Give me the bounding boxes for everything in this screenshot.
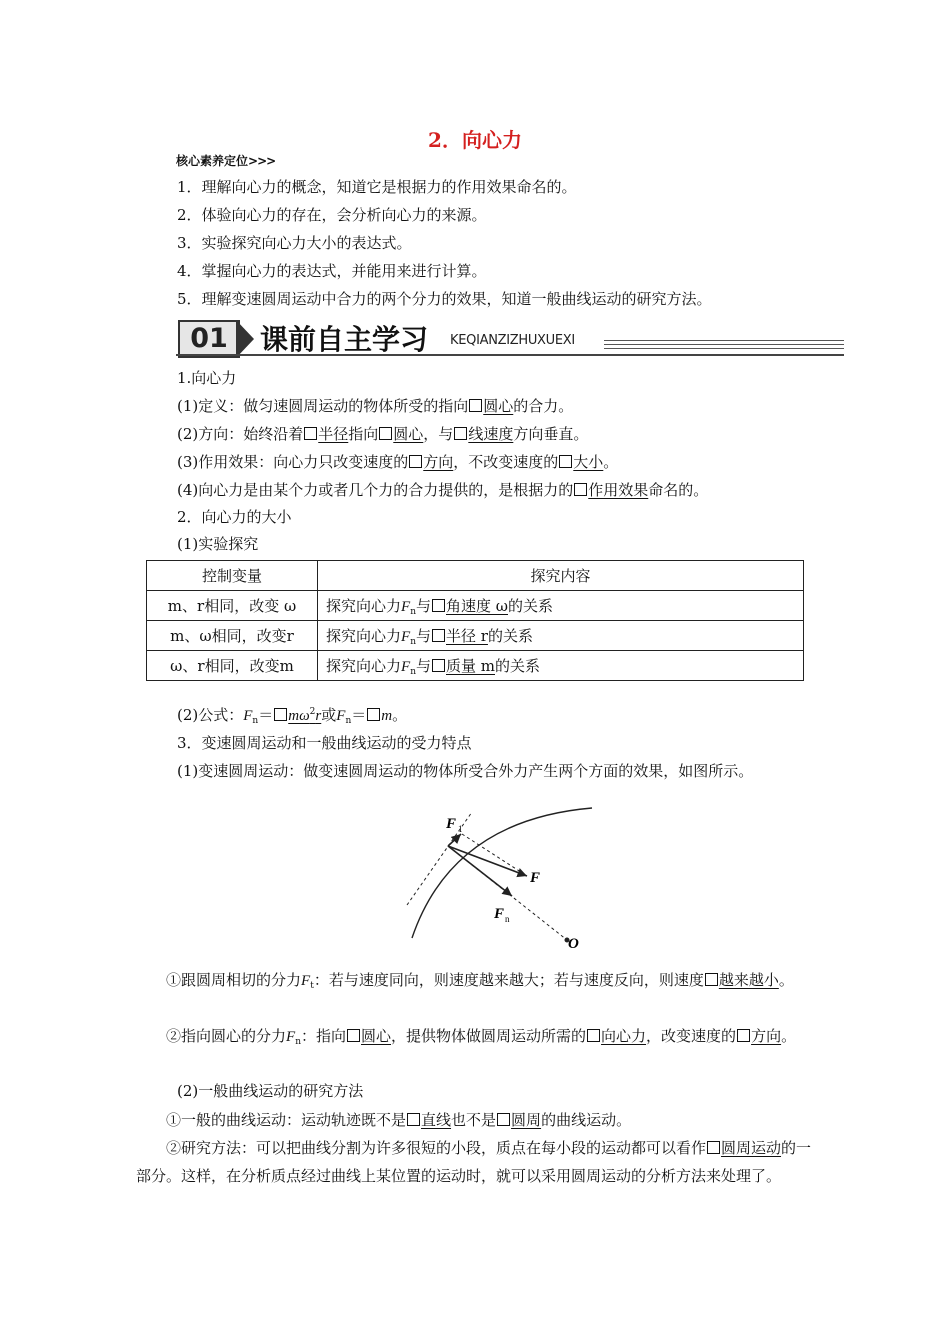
text: 。 [781,1027,797,1045]
answer-blank [453,425,513,443]
answer-text: 半径 r [446,626,488,645]
answer-blank [468,397,513,415]
answer-text: mω [288,708,310,724]
subheading: (2)一般曲线运动的研究方法 [177,1082,364,1100]
f1-vector [448,834,461,846]
blank-box-icon [274,708,287,721]
section-heading: 2．向心力的大小 [177,508,292,526]
fn-vector [448,846,512,896]
answer-blank [704,971,779,989]
text: (2)公式： [177,706,244,724]
normal-paragraph [136,1022,816,1056]
text: ，不改变速度的 [453,453,559,471]
core-item: 1．理解向心力的概念，知道它是根据力的作用效果命名的。 [177,178,577,196]
direction-line [177,423,588,444]
table-row [147,651,804,681]
text: (4)向心力是由某个力或者几个力的合力提供的，是根据力的 [177,481,574,499]
answer-blank [303,425,348,443]
label-f1-sub: 1 [458,824,463,834]
text: ②指向圆心的分力 [166,1027,287,1045]
core-label-text: 核心素养定位 [176,154,249,168]
table-cell-content [318,651,804,681]
text: ①跟圆周相切的分力 [166,971,302,989]
answer-text: 方向 [751,1027,782,1045]
text: ，提供物体做圆周运动所需的 [391,1027,587,1045]
subscript: n [252,716,259,726]
text: 的关系 [508,596,554,615]
subscript: t [310,981,314,991]
text: 命名的。 [648,481,709,499]
text: 的关系 [495,656,541,675]
text: 探究向心力 [326,656,402,675]
answer-blank [273,706,321,724]
subscript: n [410,636,416,647]
text: ＝ [351,706,367,724]
answer-blank [346,1027,391,1045]
blank-box-icon [432,629,445,642]
table-cell-condition: m、ω相同，改变r [147,621,318,651]
banner-underline [176,354,844,356]
text: ＝ [258,706,274,724]
force-decomposition-figure [392,790,622,960]
answer-blank [496,1111,541,1129]
blank-box-icon [737,1029,750,1042]
table-cell-condition: ω、r相同，改变m [147,651,318,681]
text: ：若与速度同向，则速度越来越大；若与速度反向，则速度 [313,971,704,989]
var: F [336,708,346,724]
text: 。 [778,971,794,989]
core-item: 4．掌握向心力的表达式，并能用来进行计算。 [177,262,487,280]
text: 的一部分。这样，在分析质点经过曲线上某位置的运动时，就可以采用圆周运动的分析方法来处理了。 [136,1139,812,1185]
core-item: 3．实验探究向心力大小的表达式。 [177,234,412,252]
answer-blank [366,706,392,724]
table-header: 探究内容 [318,561,804,591]
subheading: (1)实验探究 [177,535,259,553]
text: 与 [415,656,431,675]
answer-text: 圆周运动 [721,1139,782,1157]
text: 的关系 [487,626,533,645]
banner-arrow-icon [236,320,254,358]
table-header: 控制变量 [147,561,318,591]
answer-text: 半径 [318,425,349,443]
tangential-paragraph [136,966,816,1000]
source-line [177,479,708,500]
blank-box-icon [304,427,317,440]
table-cell-condition: m、r相同，改变 ω [147,591,318,621]
text: 探究向心力 [326,626,402,645]
blank-box-icon [367,708,380,721]
var: F [401,628,411,645]
answer-text: 质量 m [446,656,495,675]
blank-box-icon [705,973,718,986]
blank-box-icon [347,1029,360,1042]
answer-text: r [315,708,322,724]
answer-blank [378,425,423,443]
experiment-table [146,560,804,681]
answer-text: 大小 [573,453,604,471]
text: 指向 [348,425,379,443]
text: ：指向 [300,1027,346,1045]
subscript: n [295,1037,301,1047]
blank-box-icon [432,659,445,672]
text: (2)方向：始终沿着 [177,425,304,443]
answer-text: 圆心 [361,1027,392,1045]
blank-box-icon [407,1113,420,1126]
blank-box-icon [559,455,572,468]
text: 或 [321,706,337,724]
page-title: 2．向心力 [428,128,522,152]
answer-blank [431,627,488,645]
answer-blank [558,453,603,471]
section-banner [176,318,844,358]
answer-text: 圆心 [483,397,514,415]
section-number: 01 [178,320,240,358]
banner-rule [604,340,844,341]
text: 。 [392,706,408,724]
answer-text: 圆周 [511,1111,542,1129]
formula-line [177,704,407,726]
answer-text: 直线 [421,1111,452,1129]
blank-box-icon [587,1029,600,1042]
answer-blank [431,657,495,675]
subscript: n [410,606,416,617]
blank-box-icon [454,427,467,440]
var: F [401,598,411,615]
answer-blank [706,1139,781,1157]
banner-rule [604,344,844,345]
var: F [286,1029,296,1045]
blank-box-icon [379,427,392,440]
table-header-row [147,561,804,591]
blank-box-icon [432,599,445,612]
label-o: O [568,936,579,952]
text: 探究向心力 [326,596,402,615]
text: (1)定义：做匀速圆周运动的物体所受的指向 [177,397,469,415]
label-fn: F [494,906,505,922]
text: ①一般的曲线运动：运动轨迹既不是 [166,1111,407,1129]
subscript: n [345,716,352,726]
method-paragraph [136,1134,816,1190]
answer-blank [406,1111,451,1129]
effect-line [177,451,618,472]
table-cell-content [318,621,804,651]
answer-text: 向心力 [601,1027,647,1045]
var: F [243,708,253,724]
core-item: 2．体验向心力的存在，会分析向心力的来源。 [177,206,487,224]
label-f: F [530,870,541,886]
blank-box-icon [574,483,587,496]
section-pinyin: KEQIANZIZHUXUEXI [450,333,575,348]
label-f1: F [446,816,457,832]
text: 。 [603,453,619,471]
blank-box-icon [497,1113,510,1126]
text: 方向垂直。 [513,425,589,443]
answer-blank [573,481,648,499]
answer-blank [736,1027,781,1045]
answer-text: 越来越小 [718,971,779,989]
section-heading: 1.向心力 [177,369,237,387]
answer-text: 圆心 [393,425,424,443]
table-row [147,621,804,651]
table-cell-content [318,591,804,621]
general-curve-paragraph [136,1106,816,1134]
subscript: n [410,666,416,677]
answer-blank [586,1027,646,1045]
table-row [147,591,804,621]
text: 也不是 [451,1111,497,1129]
text: 与 [415,596,431,615]
definition-line [177,395,573,416]
superscript: 2 [309,707,316,717]
text: (3)作用效果：向心力只改变速度的 [177,453,409,471]
text: 的曲线运动。 [541,1111,632,1129]
blank-box-icon [469,399,482,412]
var: F [401,658,411,675]
answer-text: 作用效果 [588,481,649,499]
text: 与 [415,626,431,645]
label-fn-sub: n [505,914,510,924]
text: 的合力。 [513,397,574,415]
answer-blank [408,453,453,471]
subheading: (1)变速圆周运动：做变速圆周运动的物体所受合外力产生两个方面的效果，如图所示。 [177,762,754,780]
section-heading: 3．变速圆周运动和一般曲线运动的受力特点 [177,734,472,752]
text: ，与 [423,425,454,443]
section-title: 课前自主学习 [260,323,429,356]
blank-box-icon [409,455,422,468]
answer-blank [431,597,508,615]
text: ，改变速度的 [646,1027,737,1045]
answer-text: m [381,708,393,724]
var: F [301,973,311,989]
banner-rule [604,348,844,349]
answer-text: 线速度 [468,425,514,443]
core-literacy-label [176,152,275,169]
triple-arrow-icon: >>> [248,154,276,168]
blank-box-icon [707,1141,720,1154]
text: ②研究方法：可以把曲线分割为许多很短的小段，质点在每小段的运动都可以看作 [166,1139,707,1157]
answer-text: 方向 [423,453,454,471]
answer-text: 角速度 ω [446,596,508,615]
core-item: 5．理解变速圆周运动中合力的两个分力的效果，知道一般曲线运动的研究方法。 [177,290,712,308]
